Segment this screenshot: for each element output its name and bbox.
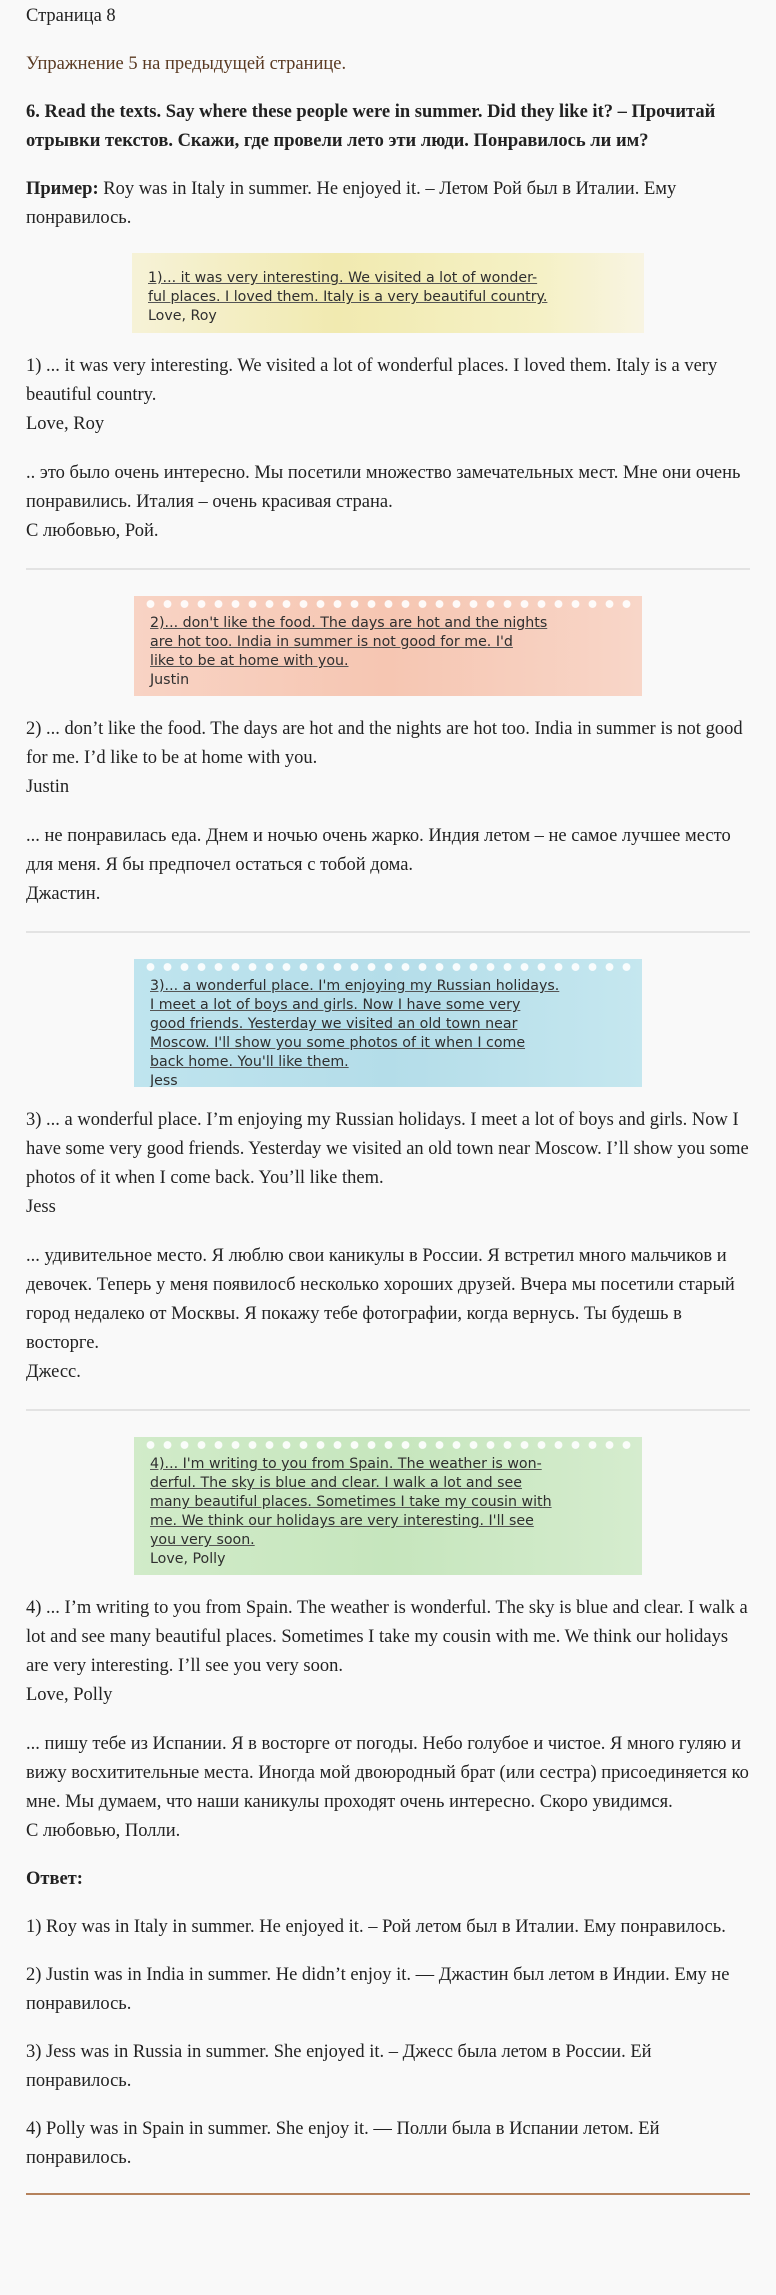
answer-1: 1) Roy was in Italy in summer. He enjoyed it. – Рой летом был в Италии. Ему понравилось. [26, 1917, 726, 1937]
russian-body: .. это было очень интересно. Мы посетили множество замечательных мест. Мне они очень понравились. Италия – очень красивая страна. [26, 463, 741, 512]
postcard-line: me. We think our holidays are very interesting. I'll see [150, 1513, 534, 1529]
english-text-2 [26, 715, 750, 802]
english-signature: Love, Roy [26, 414, 105, 434]
russian-body: ... не понравилась еда. Днем и ночью очень жарко. Индия летом – не самое лучшее место для меня. Я бы предпочел остаться с тобой дома. [26, 826, 731, 875]
postcard-line: 4)... I'm writing to you from Spain. The weather is won- [150, 1456, 542, 1472]
postcard-line: you very soon. [150, 1532, 255, 1548]
postcard-signature: Jess [150, 1073, 178, 1087]
russian-text-4 [26, 1730, 750, 1846]
postcard-line: good friends. Yesterday we visited an old town near [150, 1016, 518, 1032]
postcard-line: ful places. I loved them. Italy is a very beautiful country. [148, 289, 548, 305]
section-divider [26, 931, 750, 933]
english-text-3 [26, 1106, 750, 1222]
exercise-note: Упражнение 5 на предыдущей странице. [26, 54, 347, 74]
answer-2: 2) Justin was in India in summer. He didn’t enjoy it. — Джастин был летом в Индии. Ему не понравилось. [26, 1965, 730, 2014]
english-body: 3) ... a wonderful place. I’m enjoying my Russian holidays. I meet a lot of boys and girls. Now I have some very good friends. Yesterday we visited an old town near Moscow. I’ll show you some photos of it when I come back. You’ll like them. [26, 1110, 749, 1188]
english-signature: Jess [26, 1197, 56, 1217]
bottom-divider [26, 2193, 750, 2195]
answer-3: 3) Jess was in Russia in summer. She enjoyed it. – Джесс была летом в России. Ей понравилось. [26, 2042, 652, 2091]
task-heading: 6. Read the texts. Say where these people were in summer. Did they like it? – Прочитай отрывки текстов. Скажи, где провели лето эти люди. Понравилось ли им? [26, 102, 716, 151]
postcard-signature: Love, Roy [148, 308, 217, 324]
section-divider [26, 1409, 750, 1411]
postcard-image-2 [134, 596, 642, 696]
russian-signature: С любовью, Полли. [26, 1821, 181, 1841]
english-signature: Love, Polly [26, 1685, 113, 1705]
postcard-line: I meet a lot of boys and girls. Now I have some very [150, 997, 521, 1013]
postcard-image-3 [134, 959, 642, 1087]
postcard-line: derful. The sky is blue and clear. I walk a lot and see [150, 1475, 522, 1491]
postcard-line: 3)... a wonderful place. I'm enjoying my Russian holidays. [150, 978, 560, 994]
answer-label: Ответ: [26, 1869, 83, 1889]
russian-signature: Джесс. [26, 1362, 81, 1382]
russian-text-1 [26, 459, 750, 546]
postcard-line: 2)... don't like the food. The days are hot and the nights [150, 615, 548, 631]
english-body: 2) ... don’t like the food. The days are hot and the nights are hot too. India in summer is not good for me. I’d like to be at home with you. [26, 719, 743, 768]
example [26, 175, 750, 233]
english-body: 1) ... it was very interesting. We visited a lot of wonderful places. I loved them. Italy is a very beautiful country. [26, 356, 718, 405]
example-text: Roy was in Italy in summer. He enjoyed it. – Летом Рой был в Италии. Ему понравилось. [26, 179, 677, 228]
russian-signature: С любовью, Рой. [26, 521, 159, 541]
postcard-line: 1)... it was very interesting. We visited a lot of wonder- [148, 270, 538, 286]
postcard-signature: Love, Polly [150, 1551, 226, 1567]
russian-signature: Джастин. [26, 884, 101, 904]
section-divider [26, 568, 750, 570]
english-signature: Justin [26, 777, 70, 797]
russian-body: ... пишу тебе из Испании. Я в восторге от погоды. Небо голубое и чистое. Я много гуляю и вижу восхитительные места. Иногда мой двоюродный брат (или сестра) присоединяется ко мне. Мы думаем, что наши каникулы проходят очень интересно. Скоро увидимся. [26, 1734, 749, 1812]
postcard-signature: Justin [150, 672, 190, 688]
russian-text-2 [26, 822, 750, 909]
postcard-line: Moscow. I'll show you some photos of it when I come [150, 1035, 526, 1051]
postcard-line: like to be at home with you. [150, 653, 349, 669]
english-text-1 [26, 352, 750, 439]
postcard-line: are hot too. India in summer is not good for me. I'd [150, 634, 513, 650]
english-body: 4) ... I’m writing to you from Spain. The weather is wonderful. The sky is blue and clear. I walk a lot and see many beautiful places. Sometimes I take my cousin with me. We think our holidays are very interesting. I’ll see you very soon. [26, 1598, 748, 1676]
page-label: Страница 8 [26, 6, 116, 26]
example-label: Пример: [26, 179, 99, 199]
postcard-image-4 [134, 1437, 642, 1575]
answer-4: 4) Polly was in Spain in summer. She enjoy it. — Полли была в Испании летом. Ей понравилось. [26, 2119, 660, 2168]
russian-body: ... удивительное место. Я люблю свои каникулы в России. Я встретил много мальчиков и девочек. Теперь у меня появилосб несколько хороших друзей. Вчера мы посетили старый город недалеко от Москвы. Я покажу тебе фотографии, когда вернусь. Ты будешь в восторге. [26, 1246, 735, 1353]
russian-text-3 [26, 1242, 750, 1387]
postcard-line: many beautiful places. Sometimes I take my cousin with [150, 1494, 552, 1510]
english-text-4 [26, 1594, 750, 1710]
postcard-line: back home. You'll like them. [150, 1054, 349, 1070]
postcard-image-1 [132, 253, 644, 333]
